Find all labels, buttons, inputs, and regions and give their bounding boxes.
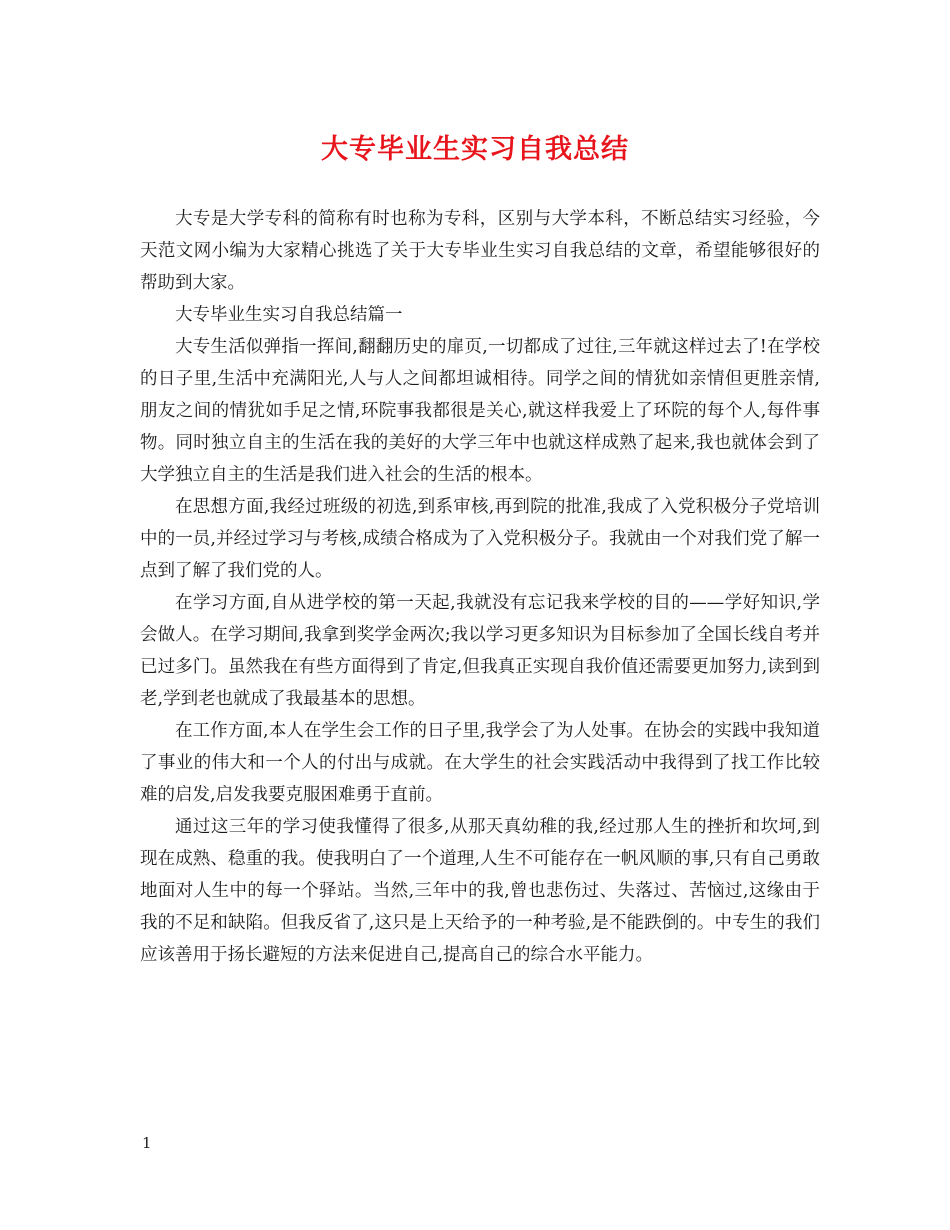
document-title: 大专毕业生实习自我总结: [321, 134, 629, 165]
document-body: [140, 203, 820, 971]
body-paragraph: 在学习方面,自从进学校的第一天起,我就没有忘记我来学校的目的——学好知识,学会做人。在学习期间,我拿到奖学金两次;我以学习更多知识为目标参加了全国长线自考并已过多门。虽然我在有些方面得到了肯定,但我真正实现自我价值还需要更加努力,读到到老,学到老也就成了我最基本的思想。: [140, 593, 820, 709]
intro-paragraph: 大专是大学专科的简称有时也称为专科，区别与大学本科，不断总结实习经验，今天范文网小编为大家精心挑选了关于大专毕业生实习自我总结的文章，希望能够很好的帮助到大家。: [140, 209, 820, 293]
page-number: 1: [142, 1134, 152, 1152]
body-paragraph: 在思想方面,我经过班级的初选,到系审核,再到院的批准,我成了入党积极分子党培训中的一员,并经过学习与考核,成绩合格成为了入党积极分子。我就由一个对我们党了解一点到了解了我们党的人。: [140, 497, 820, 581]
body-paragraph: 通过这三年的学习使我懂得了很多,从那天真幼稚的我,经过那人生的挫折和坎坷,到现在成熟、稳重的我。使我明白了一个道理,人生不可能存在一帆风顺的事,只有自己勇敢地面对人生中的每一个驿站。当然,三年中的我,曾也悲伤过、失落过、苦恼过,这缘由于我的不足和缺陷。但我反省了,这只是上天给予的一种考验,是不能跌倒的。中专生的我们应该善用于扬长避短的方法来促进自己,提高自己的综合水平能力。: [140, 817, 820, 965]
body-paragraph: 大专生活似弹指一挥间,翻翻历史的扉页,一切都成了过往,三年就这样过去了!在学校的日子里,生活中充满阳光,人与人之间都坦诚相待。同学之间的情犹如亲情但更胜亲情,朋友之间的情犹如手足之情,环院事我都很是关心,就这样我爱上了环院的每个人,每件事物。同时独立自主的生活在我的美好的大学三年中也就这样成熟了起来,我也就体会到了大学独立自主的生活是我们进入社会的生活的根本。: [140, 337, 820, 485]
section-heading: 大专毕业生实习自我总结篇一: [175, 305, 403, 325]
body-paragraph: 在工作方面,本人在学生会工作的日子里,我学会了为人处事。在协会的实践中我知道了事业的伟大和一个人的付出与成就。在大学生的社会实践活动中我得到了找工作比较难的启发,启发我要克服困难勇于直前。: [140, 721, 820, 805]
